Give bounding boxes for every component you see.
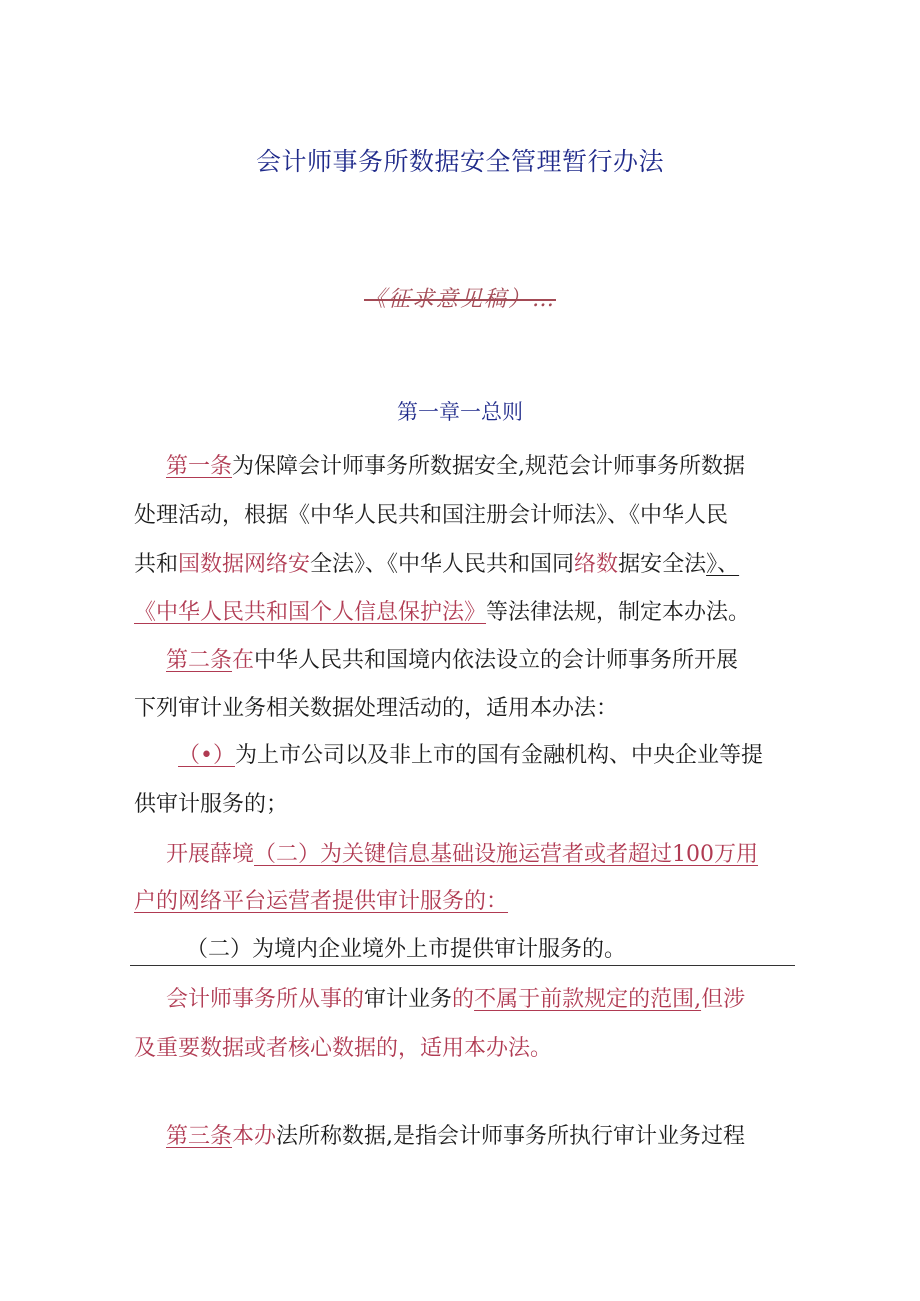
chapter-heading: 第一章一总则 — [397, 400, 523, 424]
article-2-label: 第二条 — [166, 648, 233, 673]
article-2-item-2-cont: 户的网络平台运营者提供审计服务的： — [134, 889, 509, 914]
article-2-item-1-cont: 供审计服务的； — [134, 792, 289, 817]
document-title: 会计师事务所数据安全管理暂行办法 — [255, 147, 664, 176]
article-1-line-4: 《中华人民共和国个人信息保护法》等法律法规，制定本办法。 — [134, 600, 751, 625]
article-1-line-1: 第一条为保障会计师事务所数据安全,规范会计师事务所数据 — [166, 454, 746, 479]
article-1-label: 第一条 — [166, 454, 233, 479]
article-2-line-1: 第二条在中华人民共和国境内依法设立的会计师事务所开展 — [166, 648, 739, 673]
article-1-line-2: 处理活动，根据《中华人民共和国注册会计师法》、《中华人民 — [134, 503, 729, 528]
article-2-para-line-2: 及重要数据或者核心数据的，适用本办法。 — [134, 1036, 553, 1061]
article-2-item-1: （•）为上市公司以及非上市的国有金融机构、中央企业等提 — [178, 743, 763, 768]
document-subtitle: 《征求意见稿）… — [363, 287, 556, 312]
article-1-line-3: 共和国数据网络安全法》、《中华人民共和国同络数据安全法》、 — [134, 552, 740, 577]
article-2-item-3: （二）为境内企业境外上市提供审计服务的。 — [186, 937, 627, 962]
divider-line — [130, 965, 795, 966]
article-2-line-2: 下列审计业务相关数据处理活动的，适用本办法： — [134, 696, 619, 721]
article-2-para-line-1: 会计师事务所从事的审计业务的不属于前款规定的范围,但涉 — [166, 987, 746, 1012]
article-2-item-2: 开展薛境（二）为关键信息基础设施运营者或者超过100万用 — [166, 842, 759, 867]
article-3-label: 第三条 — [166, 1124, 233, 1149]
article-3-line-1: 第三条本办法所称数据,是指会计师事务所执行审计业务过程 — [166, 1124, 746, 1149]
